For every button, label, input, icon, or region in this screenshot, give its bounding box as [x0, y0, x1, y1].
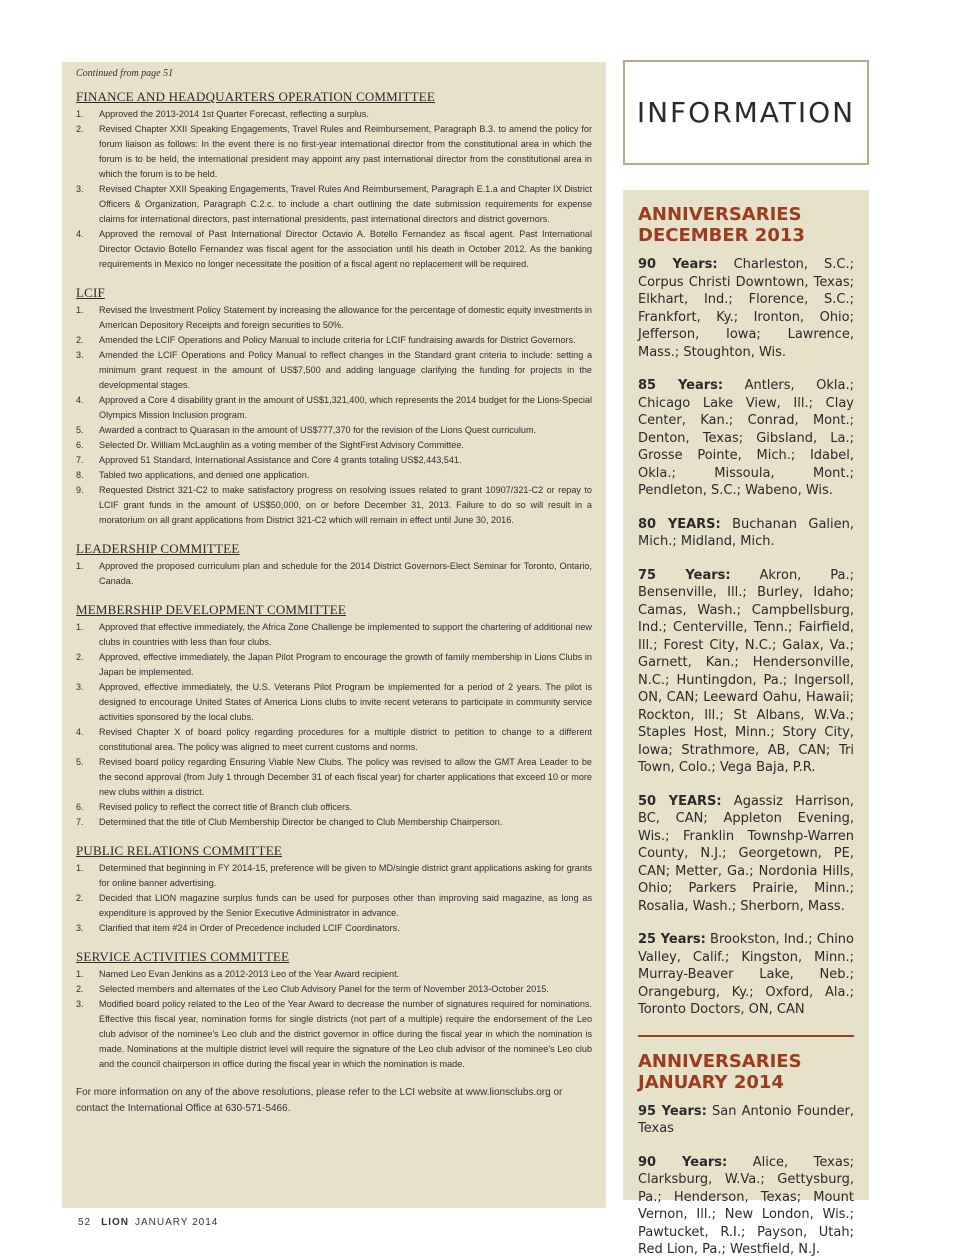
committee-section [76, 949, 592, 1072]
anniversary-entry [638, 256, 854, 361]
page-number: 52 [78, 1217, 92, 1228]
resolution-list [76, 559, 592, 589]
resolution-item: 1. Revised the Investment Policy Statement by increasing the allowance for the percentage of domestic equity investments in American Depository Receipts and foreign securities to 50%. [76, 305, 592, 330]
resolution-item: 3. Modified board policy related to the Leo of the Year Award to decrease the number of signatures required for nominations. Effective this fiscal year, nomination forms for single districts (not part of a multiple) require the endorsement of the Leo club advisor of the nominee's Leo club and the district governor in office during the fiscal year in which the nomination is made. Nominations at the multiple district level will require the signature of the Leo club advisor of the nominee's Leo club and the council chairperson in office during the fiscal year in which the nomination is made. [76, 999, 592, 1069]
anniversaries-january-title: ANNIVERSARIES JANUARY 2014 [638, 1050, 802, 1093]
anniversary-clubs: Akron, Pa.; Bensenville, Ill.; Burley, Idaho; Camas, Wash.; Campbellsburg, Ind.; Centerville, Tenn.; Fairfield, Ill.; Forest City, N.C.; Galax, Va.; Garnett, Kan.; Hendersonville, N.C.; Huntingdon, Pa.; Ingersoll, ON, CAN; Leeward Oahu, Hawaii; Rockton, Ill.; St Albans, W.Va.; Staples Host, Minn.; Story City, Iowa; Strathmore, AB, CAN; Tri Town, Colo.; Vega Baja, P.R. [638, 567, 854, 775]
resolution-item: 1. Approved the proposed curriculum plan and schedule for the 2014 District Governors-Elect Seminar for Toronto, Ontario, Canada. [76, 561, 592, 586]
anniversary-years-label: 85 Years: [638, 378, 724, 393]
anniversary-years-label: 75 Years: [638, 567, 731, 583]
information-title: INFORMATION [636, 96, 856, 129]
resolution-item: 5. Awarded a contract to Quarasan in the amount of US$777,370 for the revision of the Lions Quest curriculum. [76, 425, 537, 435]
anniversary-entry [638, 377, 854, 500]
resolution-item: 1. Approved the 2013-2014 1st Quarter Forecast, reflecting a surplus. [76, 109, 369, 119]
resolution-item: 1. Approved that effective immediately, the Africa Zone Challenge be implemented to support the chartering of additional new clubs in countries with less than four clubs. [76, 622, 592, 647]
anniversary-years-label: 25 Years: [638, 932, 706, 947]
resolution-item: 6. Selected Dr. William McLaughlin as a voting member of the SightFirst Advisory Committee. [76, 440, 464, 450]
anniversary-entry [638, 1103, 854, 1138]
committee-heading: SERVICE ACTIVITIES COMMITTEE [76, 949, 290, 964]
anniversaries-panel [623, 190, 869, 1257]
resolution-item: 1. Determined that beginning in FY 2014-15, preference will be given to MD/single district grant applications asking for grants for online banner advertising. [76, 863, 592, 888]
resolution-item: 1. Named Leo Evan Jenkins as a 2012-2013 Leo of the Year Award recipient. [76, 969, 400, 979]
resolution-item: 2. Decided that LION magazine surplus funds can be used for purposes other than improving said magazine, as long as expenditure is approved by the Senior Executive Administrator in advance. [76, 893, 592, 918]
resolution-item: 4. Revised Chapter X of board policy regarding procedures for a multiple district to petition to change to a different constitutional area. The policy was aligned to meet current customs and norms. [76, 727, 592, 752]
resolution-item: 7. Determined that the title of Club Membership Director be changed to Club Membership Chairperson. [76, 817, 503, 827]
committee-section [76, 285, 592, 528]
resolution-item: 3. Approved, effective immediately, the U.S. Veterans Pilot Program be implemented for a period of 2 years. The pilot is designed to encourage United States of America Lions clubs to invite recent veterans to participate in community service activities sponsored by the local clubs. [76, 682, 592, 722]
anniversaries-december [638, 204, 854, 1019]
anniversary-clubs: Alice, Texas; Clarksburg, W.Va.; Gettysburg, Pa.; Henderson, Texas; Mount Vernon, Ill.; New London, Wis.; Pawtucket, R.I.; Payson, Utah; Red Lion, Pa.; Westfield, N.J. [638, 1154, 854, 1257]
anniversary-clubs: Brookston, Ind.; Chino Valley, Calif.; Kingston, Minn.; Murray-Beaver Lake, Neb.; Orangeburg, Ky.; Oxford, Ala.; Toronto Doctors, ON, CAN [638, 932, 854, 1017]
anniversary-clubs: Buchanan Galien, Mich.; Midland, Mich. [638, 516, 854, 549]
resolution-list [76, 861, 592, 936]
magazine-name: LION [101, 1217, 130, 1228]
anniversaries-december-title: ANNIVERSARIES DECEMBER 2013 [638, 204, 805, 246]
resolutions-panel [62, 62, 606, 1208]
committee-section [76, 541, 592, 589]
section-divider [638, 1035, 854, 1037]
anniversary-entry [638, 931, 854, 1019]
resolution-item: 7. Approved 51 Standard, International Assistance and Core 4 grants totaling US$2,443,541. [76, 455, 462, 465]
anniversary-entry [638, 793, 854, 916]
anniversary-clubs: Agassiz Harrison, BC, CAN; Appleton Evening, Wis.; Franklin Townshp-Warren County, N.J.; Georgetown, PE, CAN; Metter, Ga.; Nordonia Hills, Ohio; Parkers Prairie, Minn.; Rosalia, Wash.; Sherborn, Mass. [638, 793, 854, 914]
resolution-list [76, 107, 592, 272]
anniversaries-january [638, 1051, 854, 1259]
anniversary-entry [638, 516, 854, 551]
resolution-item: 9. Requested District 321-C2 to make satisfactory progress on resolving issues related to grant 10907/321-C2 or repay to LCIF grant funds in the amount of US$50,000, on or before December 31, 2013. Failure to do so will result in a moratorium on all grant applications from District 321-C2 which will remain in effect until June 30, 2016. [76, 485, 592, 525]
resolution-item: 3. Amended the LCIF Operations and Policy Manual to reflect changes in the Standard grant criteria to include: setting a minimum grant request in the amount of US$7,500 and adding language clarifying the funding for projects in the developmental stages. [76, 350, 592, 390]
resolution-item: 4. Approved a Core 4 disability grant in the amount of US$1,321,400, which represents the 2014 budget for the Lions-Special Olympics Mission Inclusion program. [76, 395, 592, 420]
resolution-list [76, 967, 592, 1072]
resolution-item: 4. Approved the removal of Past International Director Octavio A. Botello Fernandez as fiscal agent. Past International Director Octavio Botello Fernandez was fiscal agent for the association until his death in October 2012. As the banking requirements in Mexico no longer necessitate the position of a fiscal agent no replacement will be required. [76, 229, 592, 269]
resolution-list [76, 303, 592, 528]
anniversary-clubs: Antlers, Okla.; Chicago Lake View, Ill.; Clay Center, Kan.; Conrad, Mont.; Denton, Texas; Gibsland, La.; Grosse Pointe, Mich.; Idabel, Okla.; Missoula, Mont.; Pendleton, S.C.; Wabeno, Wis. [638, 378, 854, 498]
resolution-item: 5. Revised board policy regarding Ensuring Viable New Clubs. The policy was revised to allow the GMT Area Leader to be the second approval (from July 1 through December 31 of each fiscal year) for charter applications that exceed 10 or more new clubs within a district. [76, 757, 592, 797]
resolution-item: 2. Selected members and alternates of the Leo Club Advisory Panel for the term of November 2013-October 2015. [76, 984, 549, 994]
more-info-text: For more information on any of the above resolutions, please refer to the LCI website at www.lionsclubs.org or contact the International Office at 630-571-5466. [76, 1087, 563, 1114]
issue-date: JANUARY 2014 [135, 1217, 219, 1228]
committee-section [76, 602, 592, 830]
resolution-item: 3. Clarified that item #24 in Order of Precedence included LCIF Coordinators. [76, 923, 400, 933]
committee-heading: PUBLIC RELATIONS COMMITTEE [76, 843, 282, 858]
committee-section [76, 843, 592, 936]
resolution-item: 8. Tabled two applications, and denied one application. [76, 470, 310, 480]
anniversary-years-label: 95 Years: [638, 1103, 707, 1119]
continued-note: Continued from page 51 [76, 68, 174, 79]
anniversary-years-label: 90 Years: [638, 1154, 728, 1170]
resolution-item: 2. Approved, effective immediately, the Japan Pilot Program to encourage the growth of family membership in Lions Clubs in Japan be implemented. [76, 652, 592, 677]
anniversary-clubs: Charleston, S.C.; Corpus Christi Downtown, Texas; Elkhart, Ind.; Florence, S.C.; Frankfort, Ky.; Ironton, Ohio; Jefferson, Iowa; Lawrence, Mass.; Stoughton, Wis. [638, 257, 854, 360]
anniversary-entry [638, 1154, 854, 1259]
resolution-item: 3. Revised Chapter XXII Speaking Engagements, Travel Rules And Reimbursement, Paragraph E.1.a and Chapter IX District Officers & Organization, Paragraph C.2.c. to include a chart outlining the date submission requirements for expense claims for international directors, past international presidents, past international directors and district governors. [76, 184, 592, 224]
resolution-item: 2. Revised Chapter XXII Speaking Engagements, Travel Rules and Reimbursement, Paragraph B.3. to amend the policy for forum liaison as follows: In the event there is no first-year international director from the constitutional area in which the forum is to be held, the international president may appoint any past international director from the constitutional area in which the forum is to be held. [76, 124, 592, 179]
committee-heading: FINANCE AND HEADQUARTERS OPERATION COMMITTEE [76, 89, 436, 104]
committee-heading: LCIF [76, 285, 105, 300]
anniversary-entry [638, 567, 854, 777]
page-footer [78, 1217, 218, 1228]
committee-sections [76, 89, 592, 1072]
resolution-list [76, 620, 592, 830]
resolution-item: 2. Amended the LCIF Operations and Policy Manual to include criteria for LCIF fundraising awards for District Governors. [76, 335, 576, 345]
committee-heading: LEADERSHIP COMMITTEE [76, 541, 240, 556]
information-header-box [623, 60, 869, 165]
resolution-item: 6. Revised policy to reflect the correct title of Branch club officers. [76, 802, 353, 812]
anniversary-years-label: 80 YEARS: [638, 516, 721, 532]
anniversary-clubs: San Antonio Founder, Texas [638, 1103, 854, 1136]
committee-heading: MEMBERSHIP DEVELOPMENT COMMITTEE [76, 602, 347, 617]
anniversary-years-label: 50 YEARS: [638, 793, 722, 809]
committee-section [76, 89, 592, 272]
anniversary-years-label: 90 Years: [638, 257, 718, 272]
